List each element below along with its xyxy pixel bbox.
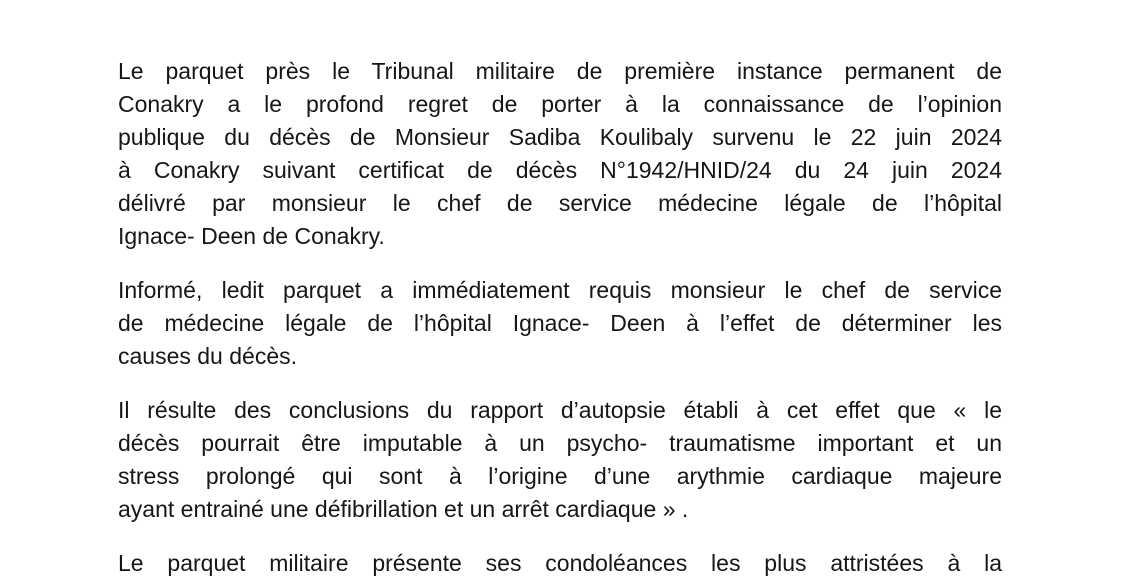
paragraph-3-line-4: ayant entrainé une défibrillation et un arrêt cardiaque » . <box>118 496 689 522</box>
paragraph-2-line-1: Informé, ledit parquet a immédiatement requis monsieur le chef de service <box>118 277 1002 303</box>
paragraph-1-line-3: publique du décès de Monsieur Sadiba Koulibaly survenu le 22 juin 2024 <box>118 124 1002 150</box>
paragraph-1-line-1: Le parquet près le Tribunal militaire de première instance permanent de <box>118 58 1002 84</box>
paragraph-3-line-2: décès pourrait être imputable à un psycho- traumatisme important et un <box>118 430 1002 456</box>
paragraph-1-line-5: délivré par monsieur le chef de service médecine légale de l’hôpital <box>118 190 1002 216</box>
paragraph-4-line-1: Le parquet militaire présente ses condoléances les plus attristées à la <box>118 550 1002 576</box>
paragraph-3-line-1: Il résulte des conclusions du rapport d’autopsie établi à cet effet que « le <box>118 397 1002 423</box>
paragraph-1-line-6: Ignace- Deen de Conakry. <box>118 223 385 249</box>
paragraph-2-line-2: de médecine légale de l’hôpital Ignace- Deen à l’effet de déterminer les <box>118 310 1002 336</box>
paragraph-3-line-3: stress prolongé qui sont à l’origine d’une arythmie cardiaque majeure <box>118 463 1002 489</box>
paragraph-2-line-3: causes du décès. <box>118 343 298 369</box>
paragraph-1-line-2: Conakry a le profond regret de porter à la connaissance de l’opinion <box>118 91 1002 117</box>
paragraph-1-line-4: à Conakry suivant certificat de décès N°1942/HNID/24 du 24 juin 2024 <box>118 157 1002 183</box>
